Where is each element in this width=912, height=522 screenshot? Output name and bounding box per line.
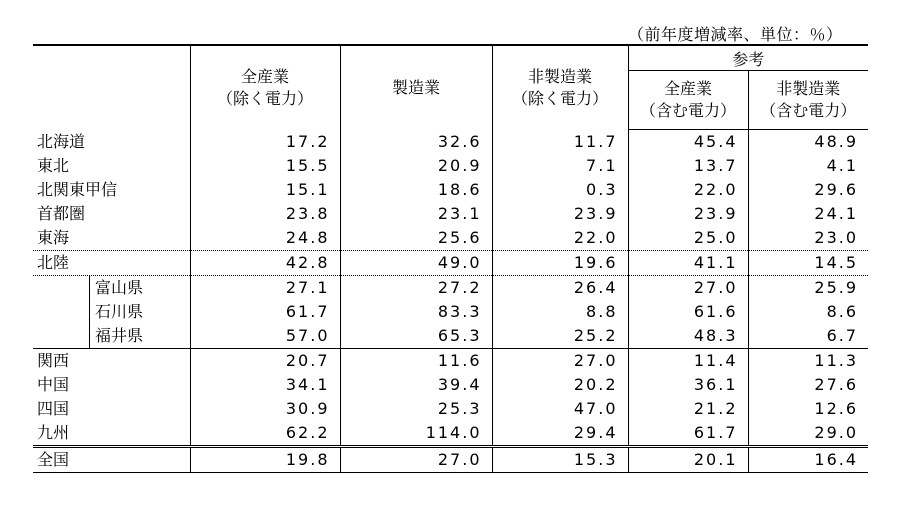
value-cell: 17.2	[190, 130, 340, 155]
region-name: 東北	[37, 156, 70, 175]
value-cell: 11.3	[748, 349, 868, 374]
header-sublabel: （除く電力）	[511, 88, 608, 108]
value-cell: 47.0	[492, 397, 628, 421]
value-cell: 61.6	[628, 300, 748, 324]
value-cell: 27.0	[340, 447, 492, 473]
value-cell: 26.4	[492, 276, 628, 301]
table-row	[33, 300, 868, 324]
table-row	[33, 421, 868, 447]
value-cell: 20.1	[628, 447, 748, 473]
sub-region-divider	[89, 300, 90, 324]
value-cell: 25.6	[340, 226, 492, 251]
table-row	[33, 276, 868, 301]
value-cell: 20.7	[190, 349, 340, 374]
value-cell: 27.0	[628, 276, 748, 301]
value-cell: 29.0	[748, 421, 868, 447]
region-name: 北関東甲信	[37, 180, 118, 199]
region-name	[33, 324, 190, 349]
region-name-text: 石川県	[95, 302, 144, 321]
value-cell: 19.8	[190, 447, 340, 473]
value-cell: 34.1	[190, 373, 340, 397]
value-cell: 49.0	[340, 251, 492, 276]
value-cell: 8.8	[492, 300, 628, 324]
header-sublabel: （含む電力）	[760, 101, 857, 120]
header-label: 非製造業	[776, 79, 841, 98]
value-cell: 24.8	[190, 226, 340, 251]
value-cell: 27.6	[748, 373, 868, 397]
value-cell: 27.0	[492, 349, 628, 374]
region-name	[33, 276, 190, 301]
region-name: 首都圏	[37, 204, 86, 223]
value-cell: 27.2	[340, 276, 492, 301]
value-cell: 61.7	[190, 300, 340, 324]
value-cell: 65.3	[340, 324, 492, 349]
header-sublabel: （含む電力）	[639, 101, 736, 120]
sub-region-divider	[89, 276, 90, 300]
unit-note: （前年度増減率、単位：％）	[628, 25, 843, 44]
table-row	[33, 373, 868, 397]
table-row	[33, 447, 868, 473]
value-cell: 45.4	[628, 130, 748, 155]
header-non-manufacturing-incl	[748, 71, 868, 130]
region-name	[33, 300, 190, 324]
value-cell: 25.3	[340, 397, 492, 421]
value-cell: 30.9	[190, 397, 340, 421]
region-name: 北海道	[37, 131, 86, 151]
value-cell: 21.2	[628, 397, 748, 421]
growth-rate-table	[33, 44, 868, 473]
value-cell: 7.1	[492, 154, 628, 178]
header-label: 全産業	[240, 66, 289, 86]
region-name: 全国	[33, 447, 190, 473]
value-cell: 11.4	[628, 349, 748, 374]
table-row	[33, 226, 868, 251]
value-cell: 14.5	[748, 251, 868, 276]
region-name: 北陸	[33, 251, 190, 276]
value-cell: 23.9	[628, 202, 748, 226]
table-row	[33, 178, 868, 202]
value-cell: 15.5	[190, 154, 340, 178]
value-cell: 6.7	[748, 324, 868, 349]
table-row	[33, 251, 868, 276]
header-label: 非製造業	[527, 66, 592, 86]
value-cell: 22.0	[628, 178, 748, 202]
region-name: 九州	[33, 421, 190, 447]
value-cell: 0.3	[492, 178, 628, 202]
table-row	[33, 324, 868, 349]
region-name: 中国	[37, 375, 70, 394]
value-cell: 8.6	[748, 300, 868, 324]
header-label: 製造業	[391, 77, 440, 97]
value-cell: 22.0	[492, 226, 628, 251]
value-cell: 36.1	[628, 373, 748, 397]
region-name: 関西	[33, 349, 190, 374]
value-cell: 24.1	[748, 202, 868, 226]
header-reference: 参考	[628, 45, 868, 71]
table-row	[33, 202, 868, 226]
sub-region-divider	[89, 324, 90, 348]
value-cell: 15.3	[492, 447, 628, 473]
value-cell: 83.3	[340, 300, 492, 324]
value-cell: 48.3	[628, 324, 748, 349]
value-cell: 12.6	[748, 397, 868, 421]
header-non-manufacturing-excl	[492, 45, 628, 130]
value-cell: 48.9	[748, 130, 868, 155]
value-cell: 23.8	[190, 202, 340, 226]
header-all-industries-excl	[190, 45, 340, 130]
header-all-industries-incl	[628, 71, 748, 130]
value-cell: 57.0	[190, 324, 340, 349]
table-row	[33, 397, 868, 421]
value-cell: 13.7	[628, 154, 748, 178]
value-cell: 27.1	[190, 276, 340, 301]
value-cell: 39.4	[340, 373, 492, 397]
value-cell: 32.6	[340, 130, 492, 155]
value-cell: 4.1	[748, 154, 868, 178]
value-cell: 114.0	[340, 421, 492, 447]
value-cell: 11.6	[340, 349, 492, 374]
value-cell: 25.9	[748, 276, 868, 301]
value-cell: 23.1	[340, 202, 492, 226]
region-header	[33, 45, 190, 130]
header-manufacturing	[340, 45, 492, 130]
region-name-text: 福井県	[95, 326, 144, 345]
value-cell: 11.7	[492, 130, 628, 155]
region-name-text: 富山県	[95, 278, 144, 297]
value-cell: 42.8	[190, 251, 340, 276]
table-row	[33, 154, 868, 178]
table-row	[33, 130, 868, 155]
value-cell: 20.9	[340, 154, 492, 178]
table-row	[33, 349, 868, 374]
value-cell: 25.2	[492, 324, 628, 349]
value-cell: 29.6	[748, 178, 868, 202]
value-cell: 23.9	[492, 202, 628, 226]
value-cell: 62.2	[190, 421, 340, 447]
value-cell: 16.4	[748, 447, 868, 473]
value-cell: 18.6	[340, 178, 492, 202]
header-label: 全産業	[663, 79, 712, 98]
value-cell: 29.4	[492, 421, 628, 447]
region-name: 四国	[37, 399, 70, 418]
header-sublabel: （除く電力）	[216, 88, 313, 108]
value-cell: 61.7	[628, 421, 748, 447]
value-cell: 19.6	[492, 251, 628, 276]
value-cell: 23.0	[748, 226, 868, 251]
region-name: 東海	[37, 228, 70, 247]
value-cell: 41.1	[628, 251, 748, 276]
value-cell: 20.2	[492, 373, 628, 397]
value-cell: 15.1	[190, 178, 340, 202]
value-cell: 25.0	[628, 226, 748, 251]
